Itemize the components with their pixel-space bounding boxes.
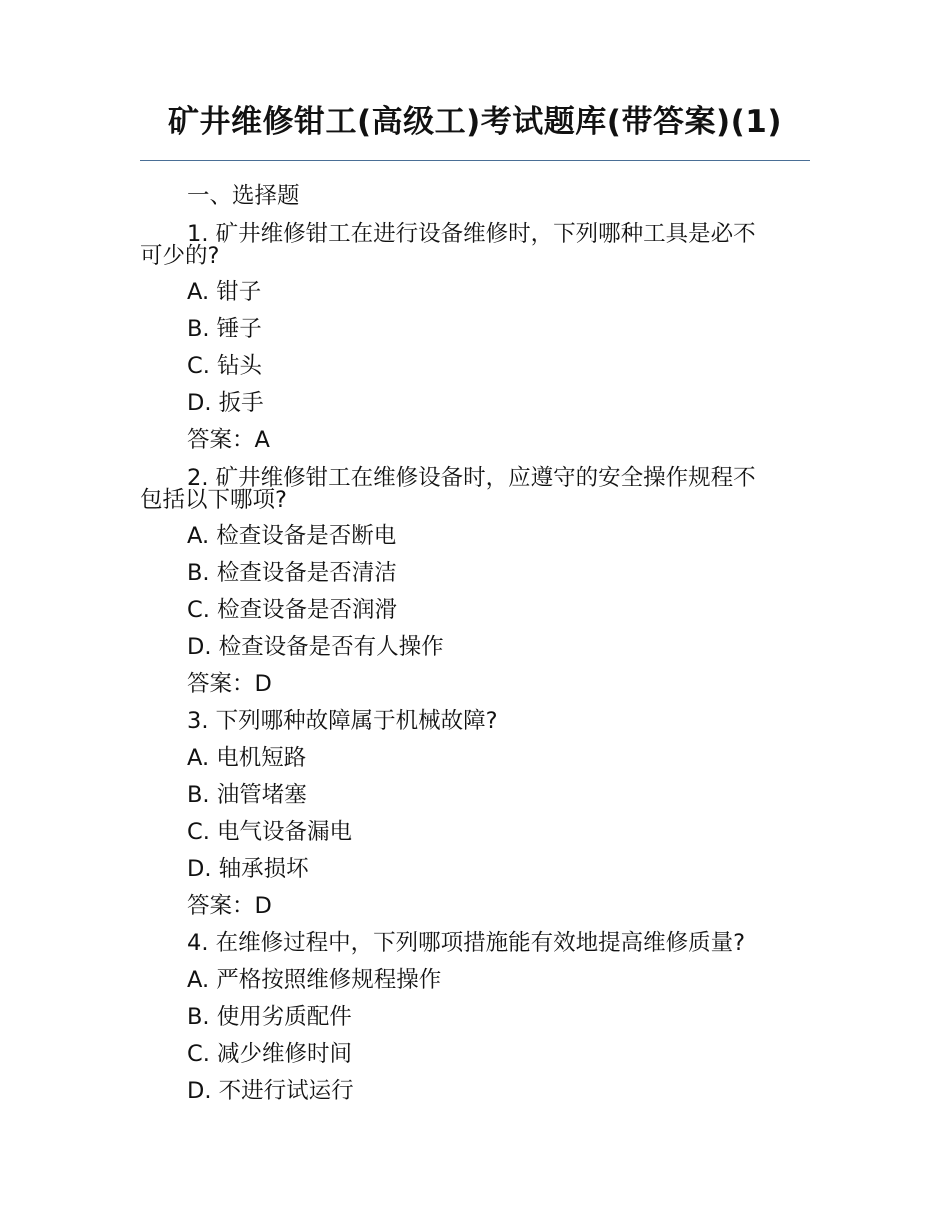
question-stem [140,467,820,511]
option-c: C. 钻头 [187,353,263,379]
option-b: B. 锤子 [187,316,262,342]
option-a: A. 钳子 [187,279,262,305]
title-underline [140,160,810,161]
question-stem-line: 1. 矿井维修钳工在进行设备维修时，下列哪种工具是必不 [187,221,756,247]
option-a: A. 电机短路 [187,745,307,771]
question-stem: 3. 下列哪种故障属于机械故障? [187,708,498,734]
document-title: 矿井维修钳工(高级工)考试题库(带答案)(1) [167,104,783,140]
option-d: D. 扳手 [187,390,264,416]
option-c: C. 检查设备是否润滑 [187,597,398,623]
option-a: A. 检查设备是否断电 [187,523,397,549]
option-a: A. 严格按照维修规程操作 [187,967,442,993]
option-b: B. 油管堵塞 [187,782,307,808]
option-b: B. 使用劣质配件 [187,1004,352,1030]
question-stem: 4. 在维修过程中，下列哪项措施能有效地提高维修质量? [187,930,746,956]
option-d: D. 不进行试运行 [187,1078,354,1104]
question-stem-line: 可少的? [140,243,220,269]
option-c: C. 减少维修时间 [187,1041,353,1067]
option-d: D. 检查设备是否有人操作 [187,634,444,660]
question-stem-line: 2. 矿井维修钳工在维修设备时，应遵守的安全操作规程不 [187,465,756,491]
question-stem [140,223,820,267]
answer: 答案：D [187,893,272,919]
option-d: D. 轴承损坏 [187,856,309,882]
option-c: C. 电气设备漏电 [187,819,353,845]
option-b: B. 检查设备是否清洁 [187,560,397,586]
answer: 答案：D [187,671,272,697]
section-heading: 一、选择题 [187,183,300,209]
question-stem-line: 包括以下哪项? [140,487,287,513]
answer: 答案：A [187,427,270,453]
document-body [140,178,820,1110]
title-block [140,104,810,140]
